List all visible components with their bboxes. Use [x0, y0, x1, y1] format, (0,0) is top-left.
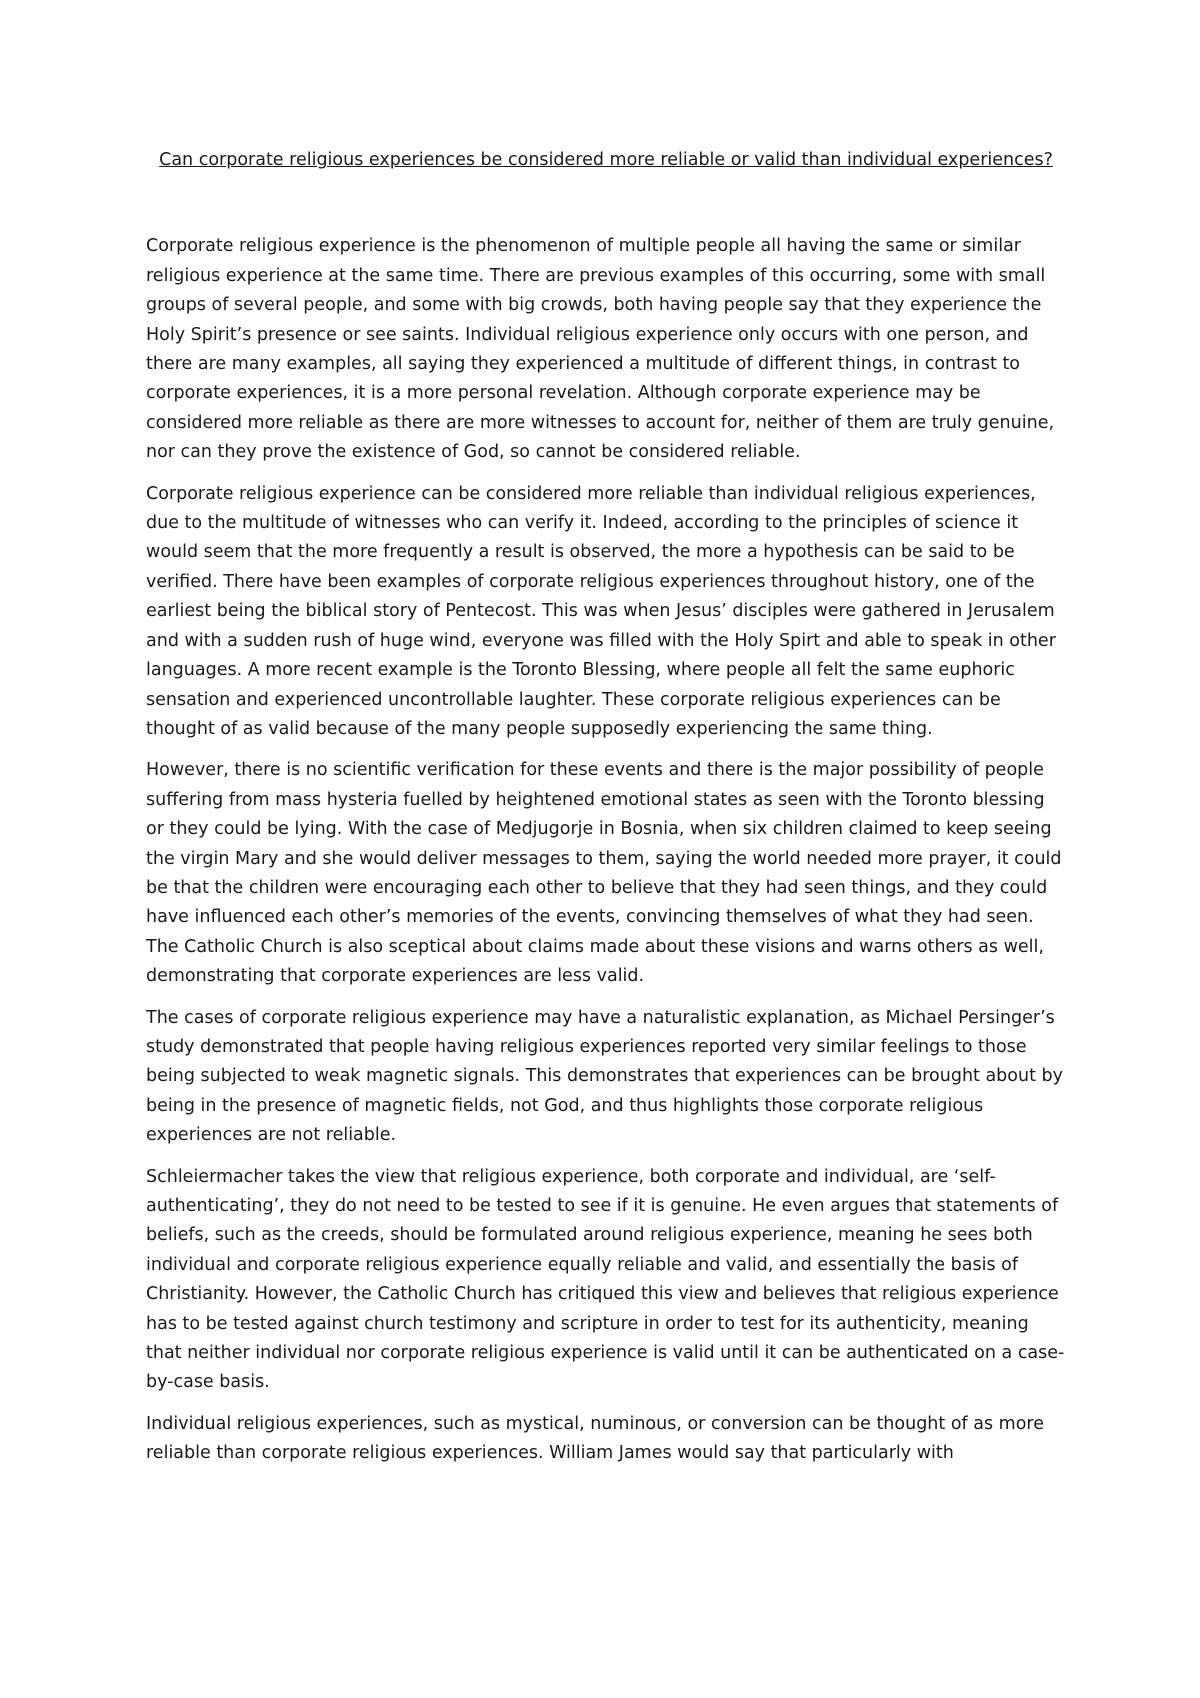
paragraph-individual-experiences: Individual religious experiences, such as mystical, numinous, or conversion can be thought of as more reliable than corporate religious experiences. William James would say that particularly with: [146, 1413, 1044, 1464]
paragraph-corporate-reliability: Corporate religious experience can be considered more reliable than individual religious experiences, due to the multitude of witnesses who can verify it. Indeed, according to the principles of science it would seem that the more frequently a result is observed, the more a hypothesis can be said to be verified. There have been examples of corporate religious experiences throughout history, one of the earliest being the biblical story of Pentecost. This was when Jesus’ disciples were gathered in Jerusalem and with a sudden rush of huge wind, everyone was filled with the Holy Spirt and able to speak in other languages. A more recent example is the Toronto Blessing, where people all felt the same euphoric sensation and experienced uncontrollable laughter. These corporate religious experiences can be thought of as valid because of the many people supposedly experiencing the same thing.: [146, 483, 1056, 739]
paragraph-scientific-verification: However, there is no scientific verification for these events and there is the major possibility of people suffering from mass hysteria fuelled by heightened emotional states as seen with the Toronto blessing or they could be lying. With the case of Medjugorje in Bosnia, when six children claimed to keep seeing the virgin Mary and she would deliver messages to them, saying the world needed more prayer, it could be that the children were encouraging each other to believe that they had seen things, and they could have influenced each other’s memories of the events, convincing themselves of what they had seen. The Catholic Church is also sceptical about claims made about these visions and warns others as well, demonstrating that corporate experiences are less valid.: [146, 760, 1062, 987]
paragraph-intro: Corporate religious experience is the phenomenon of multiple people all having the same or similar religious experience at the same time. There are previous examples of this occurring, some with small groups of several people, and some with big crowds, both having people say that they experience the Holy Spirit’s presence or see saints. Individual religious experience only occurs with one person, and there are many examples, all saying they experienced a multitude of different things, in contrast to corporate experiences, it is a more personal revelation. Although corporate experience may be considered more reliable as there are more witnesses to account for, neither of them are truly genuine, nor can they prove the existence of God, so cannot be considered reliable.: [146, 236, 1055, 463]
paragraph-naturalistic-explanation: The cases of corporate religious experience may have a naturalistic explanation, as Michael Persinger’s study demonstrated that people having religious experiences reported very similar feelings to those being subjected to weak magnetic signals. This demonstrates that experiences can be brought about by being in the presence of magnetic fields, not God, and thus highlights those corporate religious experiences are not reliable.: [146, 1007, 1063, 1146]
document-body: [146, 146, 1066, 1481]
document-title: Can corporate religious experiences be considered more reliable or valid than individual experiences?: [159, 150, 1053, 170]
paragraph-schleiermacher: Schleiermacher takes the view that religious experience, both corporate and individual, are ‘self-authenticating’, they do not need to be tested to see if it is genuine. He even argues that statements of beliefs, such as the creeds, should be formulated around religious experience, meaning he sees both individual and corporate religious experience equally reliable and valid, and essentially the basis of Christianity. However, the Catholic Church has critiqued this view and believes that religious experience has to be tested against church testimony and scripture in order to test for its authenticity, meaning that neither individual nor corporate religious experience is valid until it can be authenticated on a case-by-case basis.: [146, 1166, 1065, 1393]
